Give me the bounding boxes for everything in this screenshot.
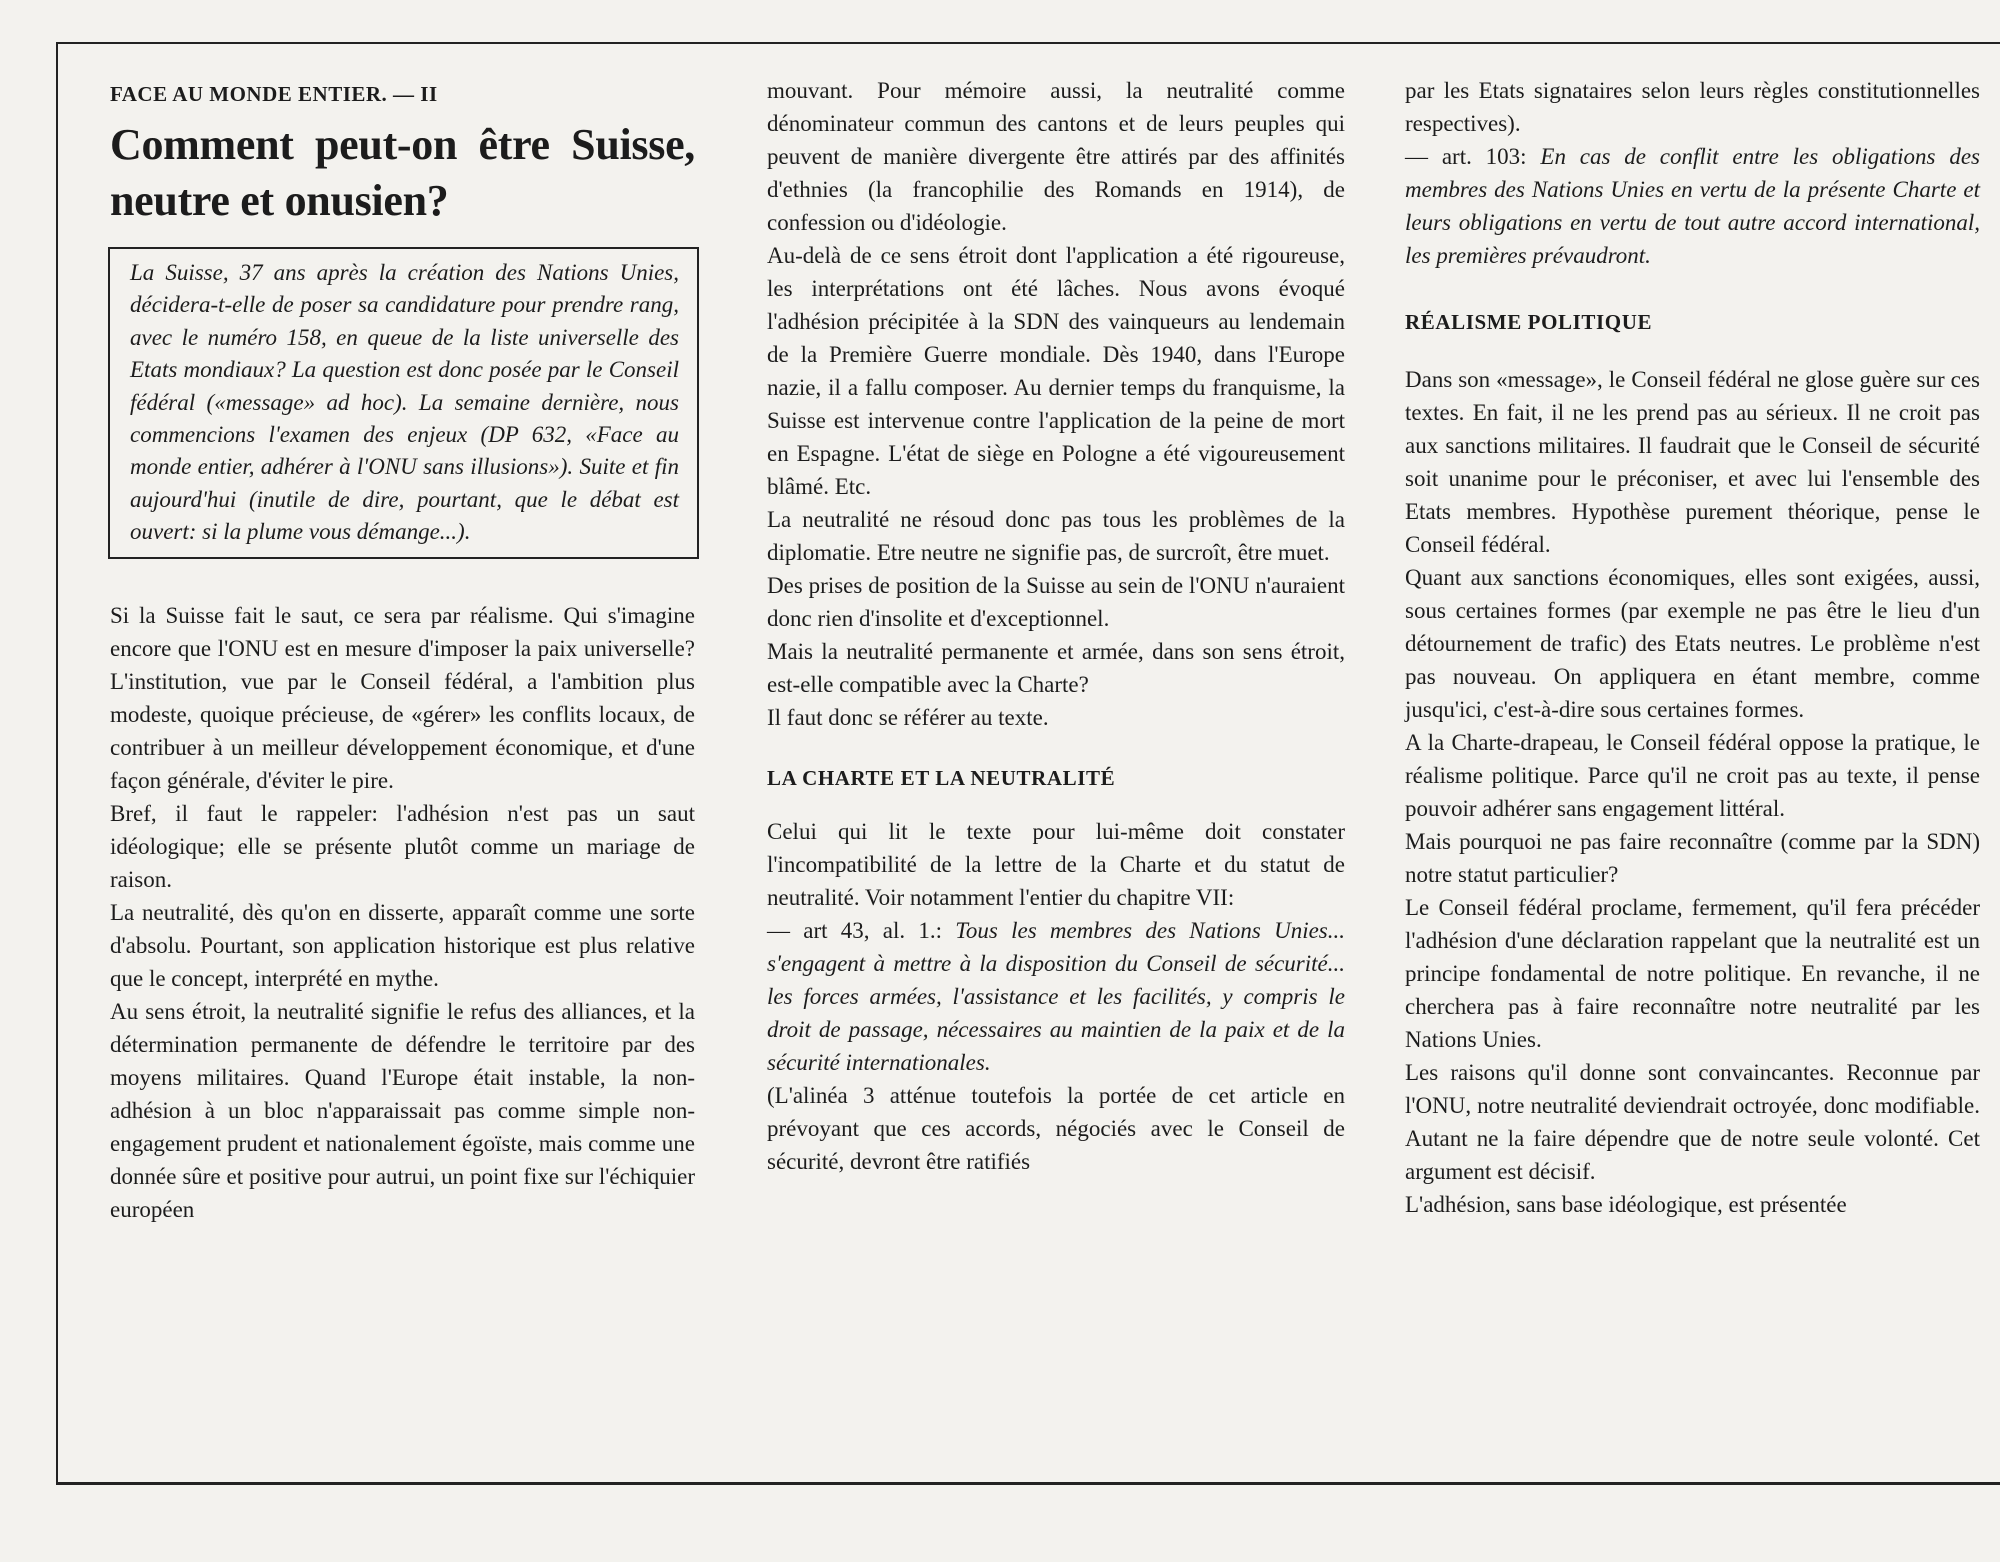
quote-prefix: — art. 103: (1405, 144, 1541, 169)
intro-box: La Suisse, 37 ans après la création des Nations Unies, décidera-t-elle de poser sa candidature pour prendre rang, avec le numéro 158, en queue de la liste universelle des Etats mondiaux? La question est donc posée par le Conseil fédéral («message» ad hoc). La semaine dernière, nous commencions l'examen des enjeux (DP 632, «Face au monde entier, adhérer à l'ONU sans illusions»). Suite et fin aujourd'hui (inutile de dire, pourtant, que le débat est ouvert: si la plume vous démange...). (108, 247, 699, 559)
paragraph: L'adhésion, sans base idéologique, est présentée (1405, 1192, 1847, 1217)
paragraph: Des prises de position de la Suisse au sein de l'ONU n'auraient donc rien d'insolite et d'exceptionnel. (767, 573, 1345, 631)
section-heading-realisme: RÉALISME POLITIQUE (1405, 310, 1653, 334)
paragraph: Mais la neutralité permanente et armée, dans son sens étroit, est-elle compatible avec la Charte? (767, 639, 1345, 697)
quote-prefix: — art 43, al. 1.: (767, 918, 956, 943)
paragraph: Dans son «message», le Conseil fédéral ne glose guère sur ces textes. En fait, il ne les prend pas au sérieux. Il ne croit pas aux sanctions militaires. Il faudrait que le Conseil de sécurité soit unanime pour le préconiser, et avec lui l'ensemble des Etats membres. Hypothèse purement théorique, pense le Conseil fédéral. (1405, 367, 1980, 557)
paragraph: Quant aux sanctions économiques, elles sont exigées, aussi, sous certaines formes (par exemple ne pas être le lieu d'un détournement de trafic) des Etats neutres. Le problème n'est pas nouveau. On appliquera en étant membre, comme jusqu'ici, c'est-à-dire sous certaines formes. (1405, 565, 1980, 722)
paragraph: Bref, il faut le rappeler: l'adhésion n'est pas un saut idéologique; elle se présente plutôt comme un mariage de raison. (110, 800, 695, 892)
paragraph: La neutralité, dès qu'on en disserte, apparaît comme une sorte d'absolu. Pourtant, son application historique est plus relative que le concept, interprété en mythe. (110, 899, 695, 991)
paragraph: Mais pourquoi ne pas faire reconnaître (comme par la SDN) notre statut particulier? (1405, 829, 1980, 887)
paragraph: par les Etats signataires selon leurs règles constitutionnelles respectives). (1405, 78, 1980, 136)
quote-text: Tous les membres des Nations Unies... s'engagent à mettre à la disposition du Conseil de sécurité... les forces armées, l'assistance et les facilités, y compris le droit de passage, nécessaires au maintien de la paix et de la sécurité internationales. (767, 918, 1345, 1075)
section-heading-charte: LA CHARTE ET LA NEUTRALITÉ (767, 766, 1116, 790)
paragraph: A la Charte-drapeau, le Conseil fédéral oppose la pratique, le réalisme politique. Parce qu'il ne croit pas au texte, il pense pouvoir adhérer sans engagement littéral. (1405, 730, 1980, 821)
paragraph: (L'alinéa 3 atténue toutefois la portée de cet article en prévoyant que ces accords, négociés avec le Conseil de sécurité, devront être ratifiés (767, 1083, 1345, 1174)
paragraph: La neutralité ne résoud donc pas tous les problèmes de la diplomatie. Etre neutre ne signifie pas, de surcroît, être muet. (767, 507, 1345, 565)
paragraph: Il faut donc se référer au texte. (767, 705, 1049, 730)
paragraph: mouvant. Pour mémoire aussi, la neutralité comme dénominateur commun des cantons et de leurs peuples qui peuvent de manière divergente être attirés par des affinités d'ethnies (la francophilie des Romands en 1914), de confession ou d'idéologie. (767, 78, 1345, 235)
column-3 (1405, 74, 1980, 1221)
column-2 (767, 74, 1345, 1178)
article-103-quote (1405, 140, 1980, 272)
paragraph: Le Conseil fédéral proclame, fermement, qu'il fera précéder l'adhésion d'une déclaration rappelant que la neutralité est un principe fondamental de notre politique. En revanche, il ne cherchera pas à faire reconnaître notre neutralité par les Nations Unies. (1405, 895, 1980, 1052)
paragraph: Les raisons qu'il donne sont convaincantes. Reconnue par l'ONU, notre neutralité deviendrait octroyée, donc modifiable. Autant ne la faire dépendre que de notre seule volonté. Cet argument est décisif. (1405, 1060, 1980, 1184)
paragraph: Au sens étroit, la neutralité signifie le refus des alliances, et la détermination permanente de défendre le territoire par des moyens militaires. Quand l'Europe était instable, la non-adhésion à un bloc n'apparaissait pas comme simple non-engagement prudent et nationalement égoïste, mais comme une donnée sûre et positive pour autrui, un point fixe sur l'échiquier européen (110, 998, 695, 1222)
column-1 (110, 74, 695, 1226)
article-title: Comment peut-on être Suisse, neutre et onusien? (110, 120, 695, 225)
quote-text: En cas de conflit entre les obligations des membres des Nations Unies en vertu de la présente Charte et leurs obligations en vertu de tout autre accord international, les premières prévaudront. (1405, 144, 1980, 268)
paragraph: Celui qui lit le texte pour lui-même doit constater l'incompatibilité de la lettre de la Charte et du statut de neutralité. Voir notamment l'entier du chapitre VII: (767, 819, 1345, 910)
paragraph: Au-delà de ce sens étroit dont l'application a été rigoureuse, les interprétations ont été lâches. Nous avons évoqué l'adhésion précipitée à la SDN des vainqueurs au lendemain de la Première Guerre mondiale. Dès 1940, dans l'Europe nazie, il a fallu composer. Au dernier temps du franquisme, la Suisse est intervenue contre l'application de la peine de mort en Espagne. L'état de siège en Pologne a été vigoureusement blâmé. Etc. (767, 243, 1345, 499)
paragraph: Si la Suisse fait le saut, ce sera par réalisme. Qui s'imagine encore que l'ONU est en mesure d'imposer la paix universelle? L'institution, vue par le Conseil fédéral, a l'ambition plus modeste, quoique précieuse, de «gérer» les conflits locaux, de contribuer à un meilleur développement économique, et d'une façon générale, d'éviter le pire. (110, 602, 695, 793)
kicker: FACE AU MONDE ENTIER. — II (110, 82, 438, 106)
article-43-quote (767, 914, 1345, 1079)
